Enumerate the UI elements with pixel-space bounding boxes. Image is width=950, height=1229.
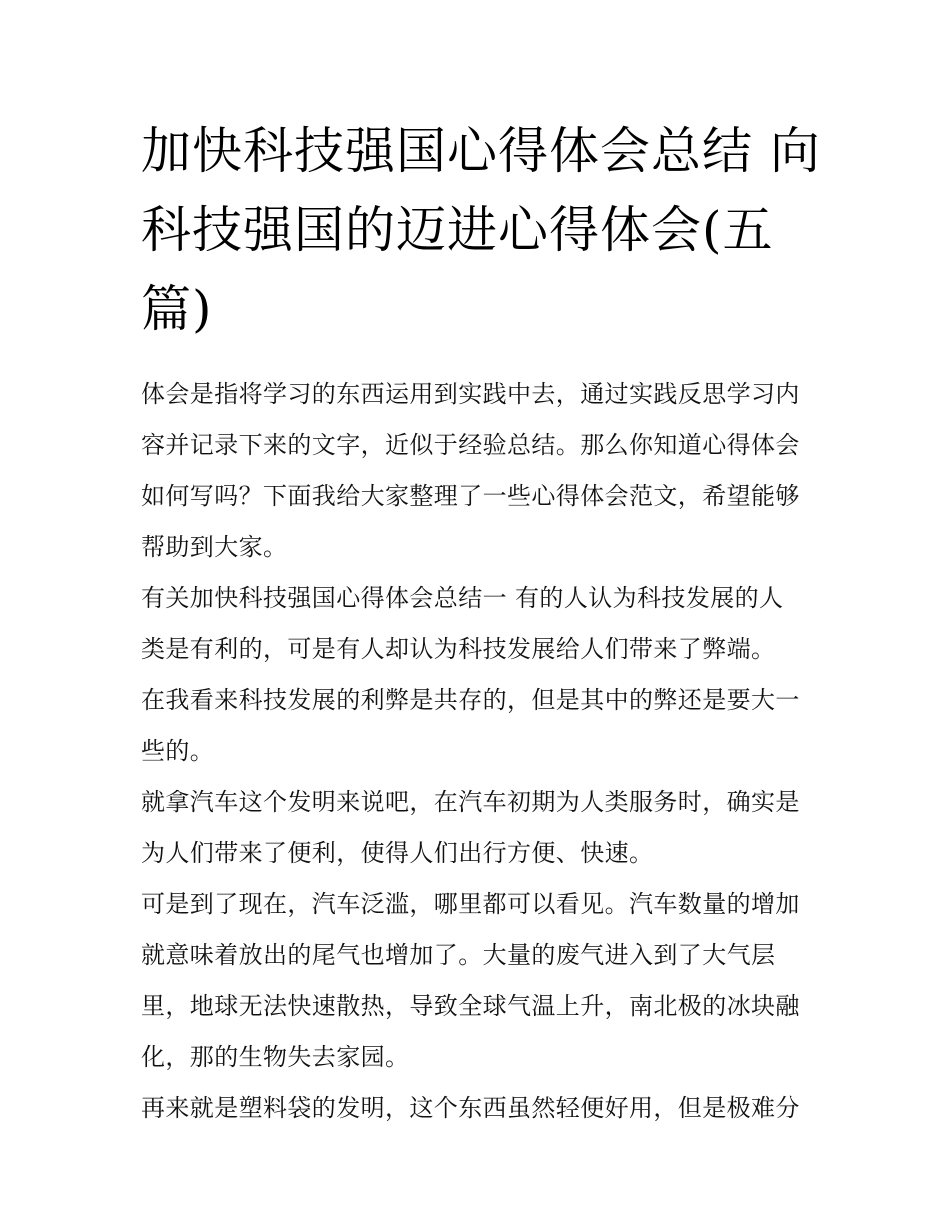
text-line: 为人们带来了便利，使得人们出行方便、快速。 bbox=[141, 839, 654, 867]
paragraph-intro bbox=[141, 369, 813, 573]
document-title bbox=[141, 112, 821, 349]
text-line: 些的。 bbox=[141, 737, 215, 765]
text-line: 就拿汽车这个发明来说吧，在汽车初期为人类服务时，确实是 bbox=[141, 788, 800, 816]
text-line: 有关加快科技强国心得体会总结一 有的人认为科技发展的人 bbox=[141, 584, 784, 612]
text-line: 化，那的生物失去家园。 bbox=[141, 1043, 410, 1071]
text-line: 就意味着放出的尾气也增加了。大量的废气进入到了大气层 bbox=[141, 941, 776, 969]
paragraph-car-example bbox=[141, 777, 813, 879]
title-line: 加快科技强国心得体会总结 向 bbox=[141, 122, 821, 180]
text-line: 体会是指将学习的东西运用到实践中去，通过实践反思学习内 bbox=[141, 380, 800, 408]
document-body bbox=[141, 369, 813, 1134]
text-line: 容并记录下来的文字，近似于经验总结。那么你知道心得体会 bbox=[141, 431, 800, 459]
text-line: 里，地球无法快速散热，导致全球气温上升，南北极的冰块融 bbox=[141, 992, 800, 1020]
paragraph-essay-one-opening bbox=[141, 573, 813, 675]
text-line: 帮助到大家。 bbox=[141, 533, 288, 561]
paragraph-plastic-bag bbox=[141, 1083, 813, 1134]
text-line: 在我看来科技发展的利弊是共存的，但是其中的弊还是要大一 bbox=[141, 686, 800, 714]
document-page bbox=[141, 112, 821, 1134]
text-line: 再来就是塑料袋的发明，这个东西虽然轻便好用，但是极难分 bbox=[141, 1094, 800, 1122]
text-line: 类是有利的，可是有人却认为科技发展给人们带来了弊端。 bbox=[141, 635, 776, 663]
title-line: 科技强国的迈进心得体会(五 bbox=[141, 201, 774, 259]
paragraph-pros-cons bbox=[141, 675, 813, 777]
text-line: 可是到了现在，汽车泛滥，哪里都可以看见。汽车数量的增加 bbox=[141, 890, 800, 918]
text-line: 如何写吗？下面我给大家整理了一些心得体会范文，希望能够 bbox=[141, 482, 800, 510]
title-line: 篇) bbox=[141, 280, 213, 338]
paragraph-car-pollution bbox=[141, 879, 813, 1083]
